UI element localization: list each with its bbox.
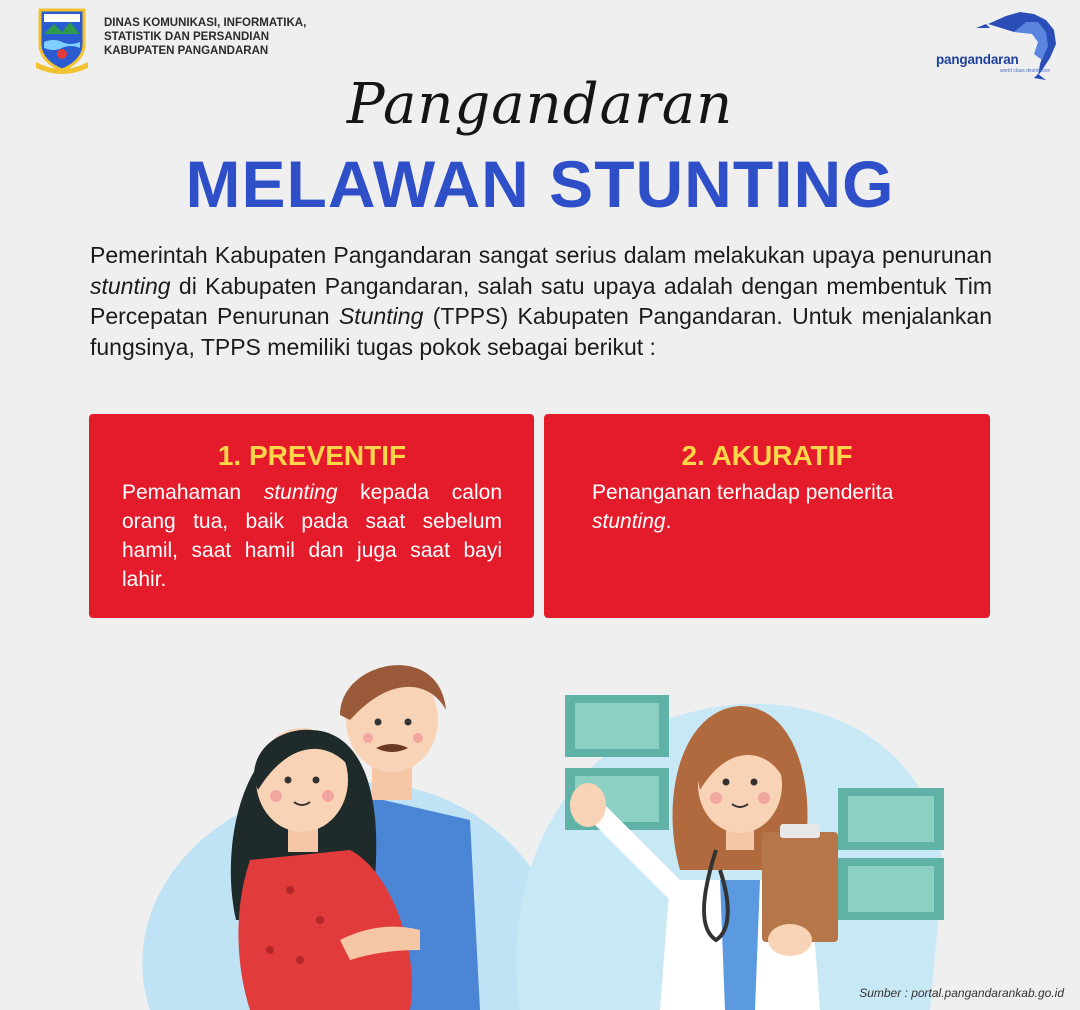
- card-text: Penanganan terhadap penderita: [592, 481, 894, 504]
- card-preventif: [89, 414, 534, 618]
- script-title: Pangandaran: [346, 72, 734, 137]
- card-title: 2. AKURATIF: [681, 440, 853, 471]
- intro-text: (TPPS) Kabupaten Pangandaran. Untuk menjalankan fungsinya, TPPS memiliki tugas pokok sebagai berikut :: [90, 303, 992, 360]
- source-credit: Sumber : portal.pangandarankab.go.id: [859, 986, 1064, 1000]
- agency-name: [104, 16, 306, 58]
- illustration: [0, 620, 1080, 1010]
- agency-line: DINAS KOMUNIKASI, INFORMATIKA,: [104, 17, 307, 29]
- brand-tagline: world class destination: [1000, 68, 1051, 74]
- brand-name: pangandaran: [936, 52, 1019, 67]
- card-emphasis: stunting: [592, 510, 666, 533]
- card-text: Pemahaman: [122, 481, 264, 504]
- agency-line: STATISTIK DAN PERSANDIAN: [104, 31, 270, 43]
- intro-text: di Kabupaten Pangandaran, salah satu upaya adalah dengan membentuk Tim Percepatan Penurunan: [90, 272, 992, 329]
- card-body: [122, 478, 502, 594]
- card-title: 1. PREVENTIF: [217, 440, 407, 471]
- card-akuratif: [544, 414, 990, 618]
- intro-emphasis: Stunting: [338, 303, 424, 329]
- card-text: kepada calon orang tua, baik pada saat sebelum hamil, saat hamil dan juga saat bayi lahir.: [122, 481, 502, 591]
- intro-emphasis: stunting: [90, 272, 171, 299]
- card-emphasis: stunting: [263, 481, 338, 504]
- agency-line: KABUPATEN PANGANDARAN: [104, 45, 269, 57]
- card-text: .: [665, 510, 672, 533]
- intro-paragraph: [90, 240, 992, 362]
- intro-text: Pemerintah Kabupaten Pangandaran sangat serius dalam melakukan upaya penurunan: [90, 242, 992, 268]
- main-title: MELAWAN STUNTING: [185, 147, 895, 221]
- regency-crest-icon: [34, 4, 90, 74]
- card-body: [592, 478, 954, 536]
